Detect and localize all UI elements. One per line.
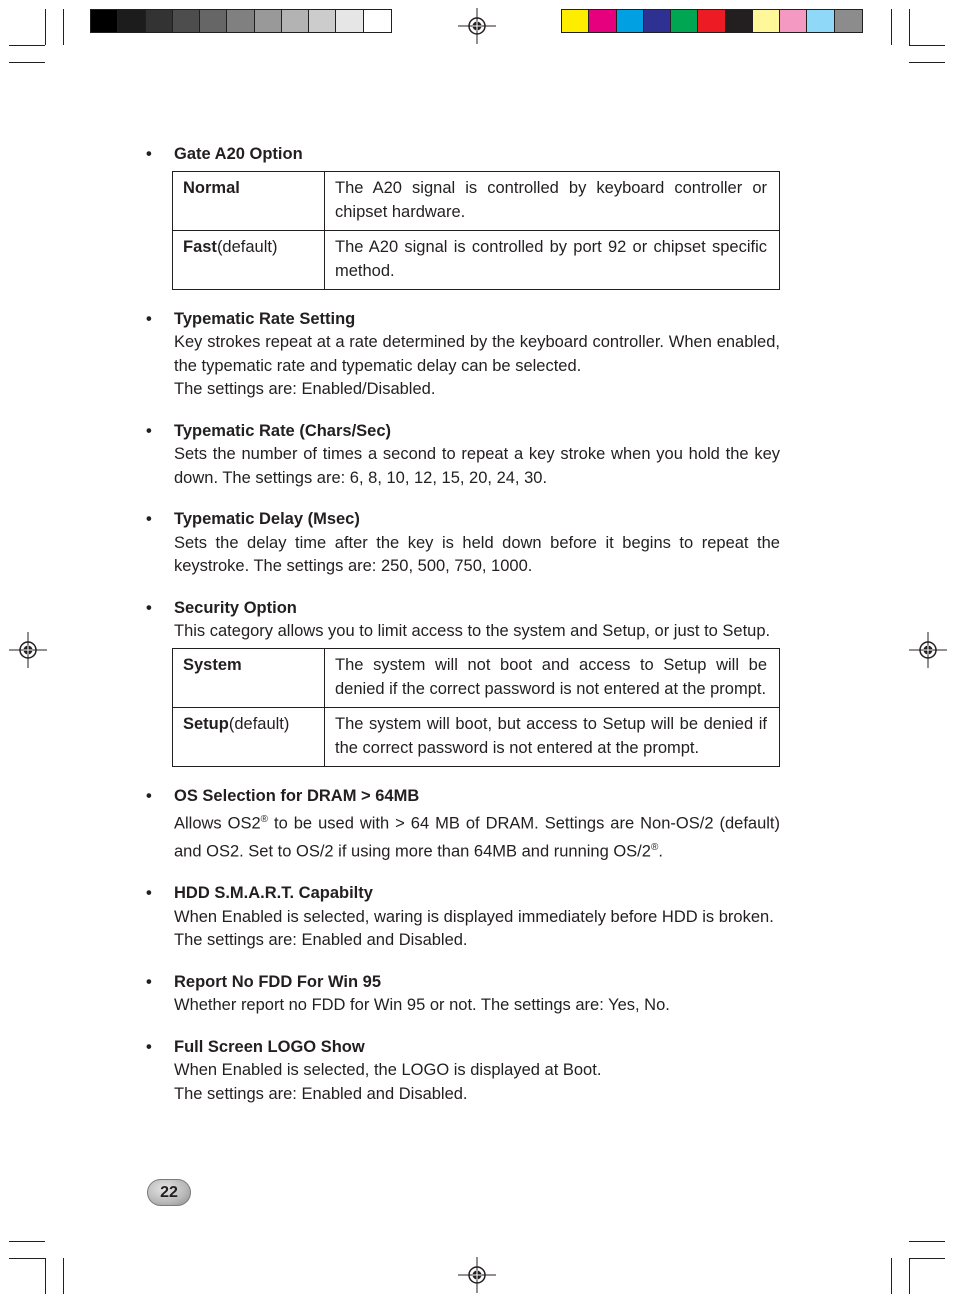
gray-swatch: [227, 10, 254, 32]
option-name-cell: [173, 230, 325, 289]
setting-item: [146, 971, 780, 1018]
bullet-icon: •: [146, 421, 152, 440]
color-swatch: [589, 10, 616, 32]
color-swatch: [698, 10, 725, 32]
setting-section: [146, 1036, 780, 1107]
gray-swatch: [336, 10, 363, 32]
setting-title: Full Screen LOGO Show: [174, 1037, 365, 1056]
bullet-icon: •: [146, 884, 152, 902]
grayscale-color-bar: [90, 9, 392, 33]
bullet-icon: •: [146, 309, 152, 328]
setting-description: Allows OS2® to be used with > 64 MB of DRAM. Settings are Non-OS/2 (default) and OS2. Set to OS/2 if using more than 64MB and running OS/2®.: [174, 814, 780, 861]
registration-mark-left: [9, 632, 47, 668]
setting-section: [146, 971, 780, 1018]
setting-item: [146, 420, 780, 491]
option-name-cell: [173, 171, 325, 230]
setting-description: Whether report no FDD for Win 95 or not. The settings are: Yes, No.: [174, 996, 670, 1014]
setting-description: The settings are: Enabled and Disabled.: [174, 1084, 468, 1103]
setting-title: Typematic Rate (Chars/Sec): [174, 421, 392, 440]
setting-item: [146, 1036, 780, 1107]
gray-swatch: [173, 10, 200, 32]
gray-swatch: [200, 10, 227, 32]
registration-mark-bottom: [458, 1257, 496, 1293]
bullet-icon: •: [146, 1037, 152, 1056]
option-name: System: [183, 655, 242, 674]
setting-description: Sets the number of times a second to repeat a key stroke when you hold the key down. The settings are: 6, 8, 10, 12, 15, 20, 24, 30.: [174, 445, 780, 487]
option-name-cell: [173, 648, 325, 707]
color-swatch: [753, 10, 780, 32]
setting-item: [146, 882, 780, 953]
setting-section: [146, 508, 780, 579]
setting-description: Sets the delay time after the key is held down before it begins to repeat the keystroke. The settings are: 250, 500, 750, 1000.: [174, 533, 780, 575]
table-row: [173, 707, 780, 766]
option-description: The system will not boot and access to Setup will be denied if the correct password is not entered at the prompt.: [325, 648, 780, 707]
gray-swatch: [309, 10, 336, 32]
option-name: Normal: [183, 178, 240, 197]
page-content: [146, 143, 780, 1124]
gray-swatch: [282, 10, 309, 32]
gray-swatch: [364, 10, 391, 32]
bullet-icon: •: [146, 972, 152, 991]
option-description: The A20 signal is controlled by keyboard controller or chipset hardware.: [325, 171, 780, 230]
bullet-icon: •: [146, 598, 152, 617]
color-swatch: [617, 10, 644, 32]
setting-item: [146, 508, 780, 579]
gray-swatch: [118, 10, 145, 32]
option-name: Setup: [183, 714, 229, 733]
setting-title: Report No FDD For Win 95: [174, 972, 382, 991]
table-row: [173, 648, 780, 707]
registration-mark-top: [458, 8, 496, 44]
setting-description: This category allows you to limit access to the system and Setup, or just to Setup.: [174, 622, 771, 640]
setting-description: When Enabled is selected, the LOGO is displayed at Boot.: [174, 1061, 602, 1079]
cmyk-color-bar: [561, 9, 863, 33]
gray-swatch: [255, 10, 282, 32]
color-swatch: [562, 10, 589, 32]
color-swatch: [780, 10, 807, 32]
registration-mark-right: [909, 632, 947, 668]
option-description: The A20 signal is controlled by port 92 or chipset specific method.: [325, 230, 780, 289]
page-number: 22: [147, 1179, 191, 1206]
setting-title: HDD S.M.A.R.T. Capabilty: [174, 884, 373, 902]
setting-description: The settings are: Enabled/Disabled.: [174, 380, 436, 398]
setting-title: OS Selection for DRAM > 64MB: [174, 786, 420, 805]
gray-swatch: [91, 10, 118, 32]
setting-section: [146, 785, 780, 865]
color-swatch: [671, 10, 698, 32]
option-description: The system will boot, but access to Setup will be denied if the correct password is not entered at the prompt.: [325, 707, 780, 766]
option-default-note: (default): [228, 714, 290, 733]
setting-description: When Enabled is selected, waring is displayed immediately before HDD is broken.: [174, 907, 774, 926]
table-row: [173, 230, 780, 289]
setting-title: Typematic Rate Setting: [174, 309, 356, 328]
setting-title: Security Option: [174, 598, 297, 617]
setting-title: Gate A20 Option: [174, 145, 303, 163]
color-swatch: [807, 10, 834, 32]
color-swatch: [835, 10, 862, 32]
setting-item: [146, 308, 780, 402]
setting-item: [146, 785, 780, 865]
option-name: Fast: [183, 237, 217, 256]
option-name-cell: [173, 707, 325, 766]
setting-section: [146, 308, 780, 402]
table-row: [173, 171, 780, 230]
setting-section: [146, 143, 780, 290]
color-swatch: [644, 10, 671, 32]
bullet-icon: •: [146, 510, 152, 528]
option-default-note: (default): [216, 237, 278, 256]
setting-description: The settings are: Enabled and Disabled.: [174, 931, 468, 949]
setting-description: Key strokes repeat at a rate determined by the keyboard controller. When enabled, the typematic rate and typematic delay can be selected.: [174, 333, 780, 375]
options-table: [172, 648, 780, 767]
color-swatch: [726, 10, 753, 32]
gray-swatch: [146, 10, 173, 32]
setting-section: [146, 597, 780, 767]
bullet-icon: •: [146, 786, 152, 805]
setting-section: [146, 420, 780, 491]
options-table: [172, 171, 780, 290]
setting-item: [146, 143, 780, 167]
bullet-icon: •: [146, 145, 152, 163]
setting-title: Typematic Delay (Msec): [174, 510, 360, 528]
setting-item: [146, 597, 780, 644]
setting-section: [146, 882, 780, 953]
